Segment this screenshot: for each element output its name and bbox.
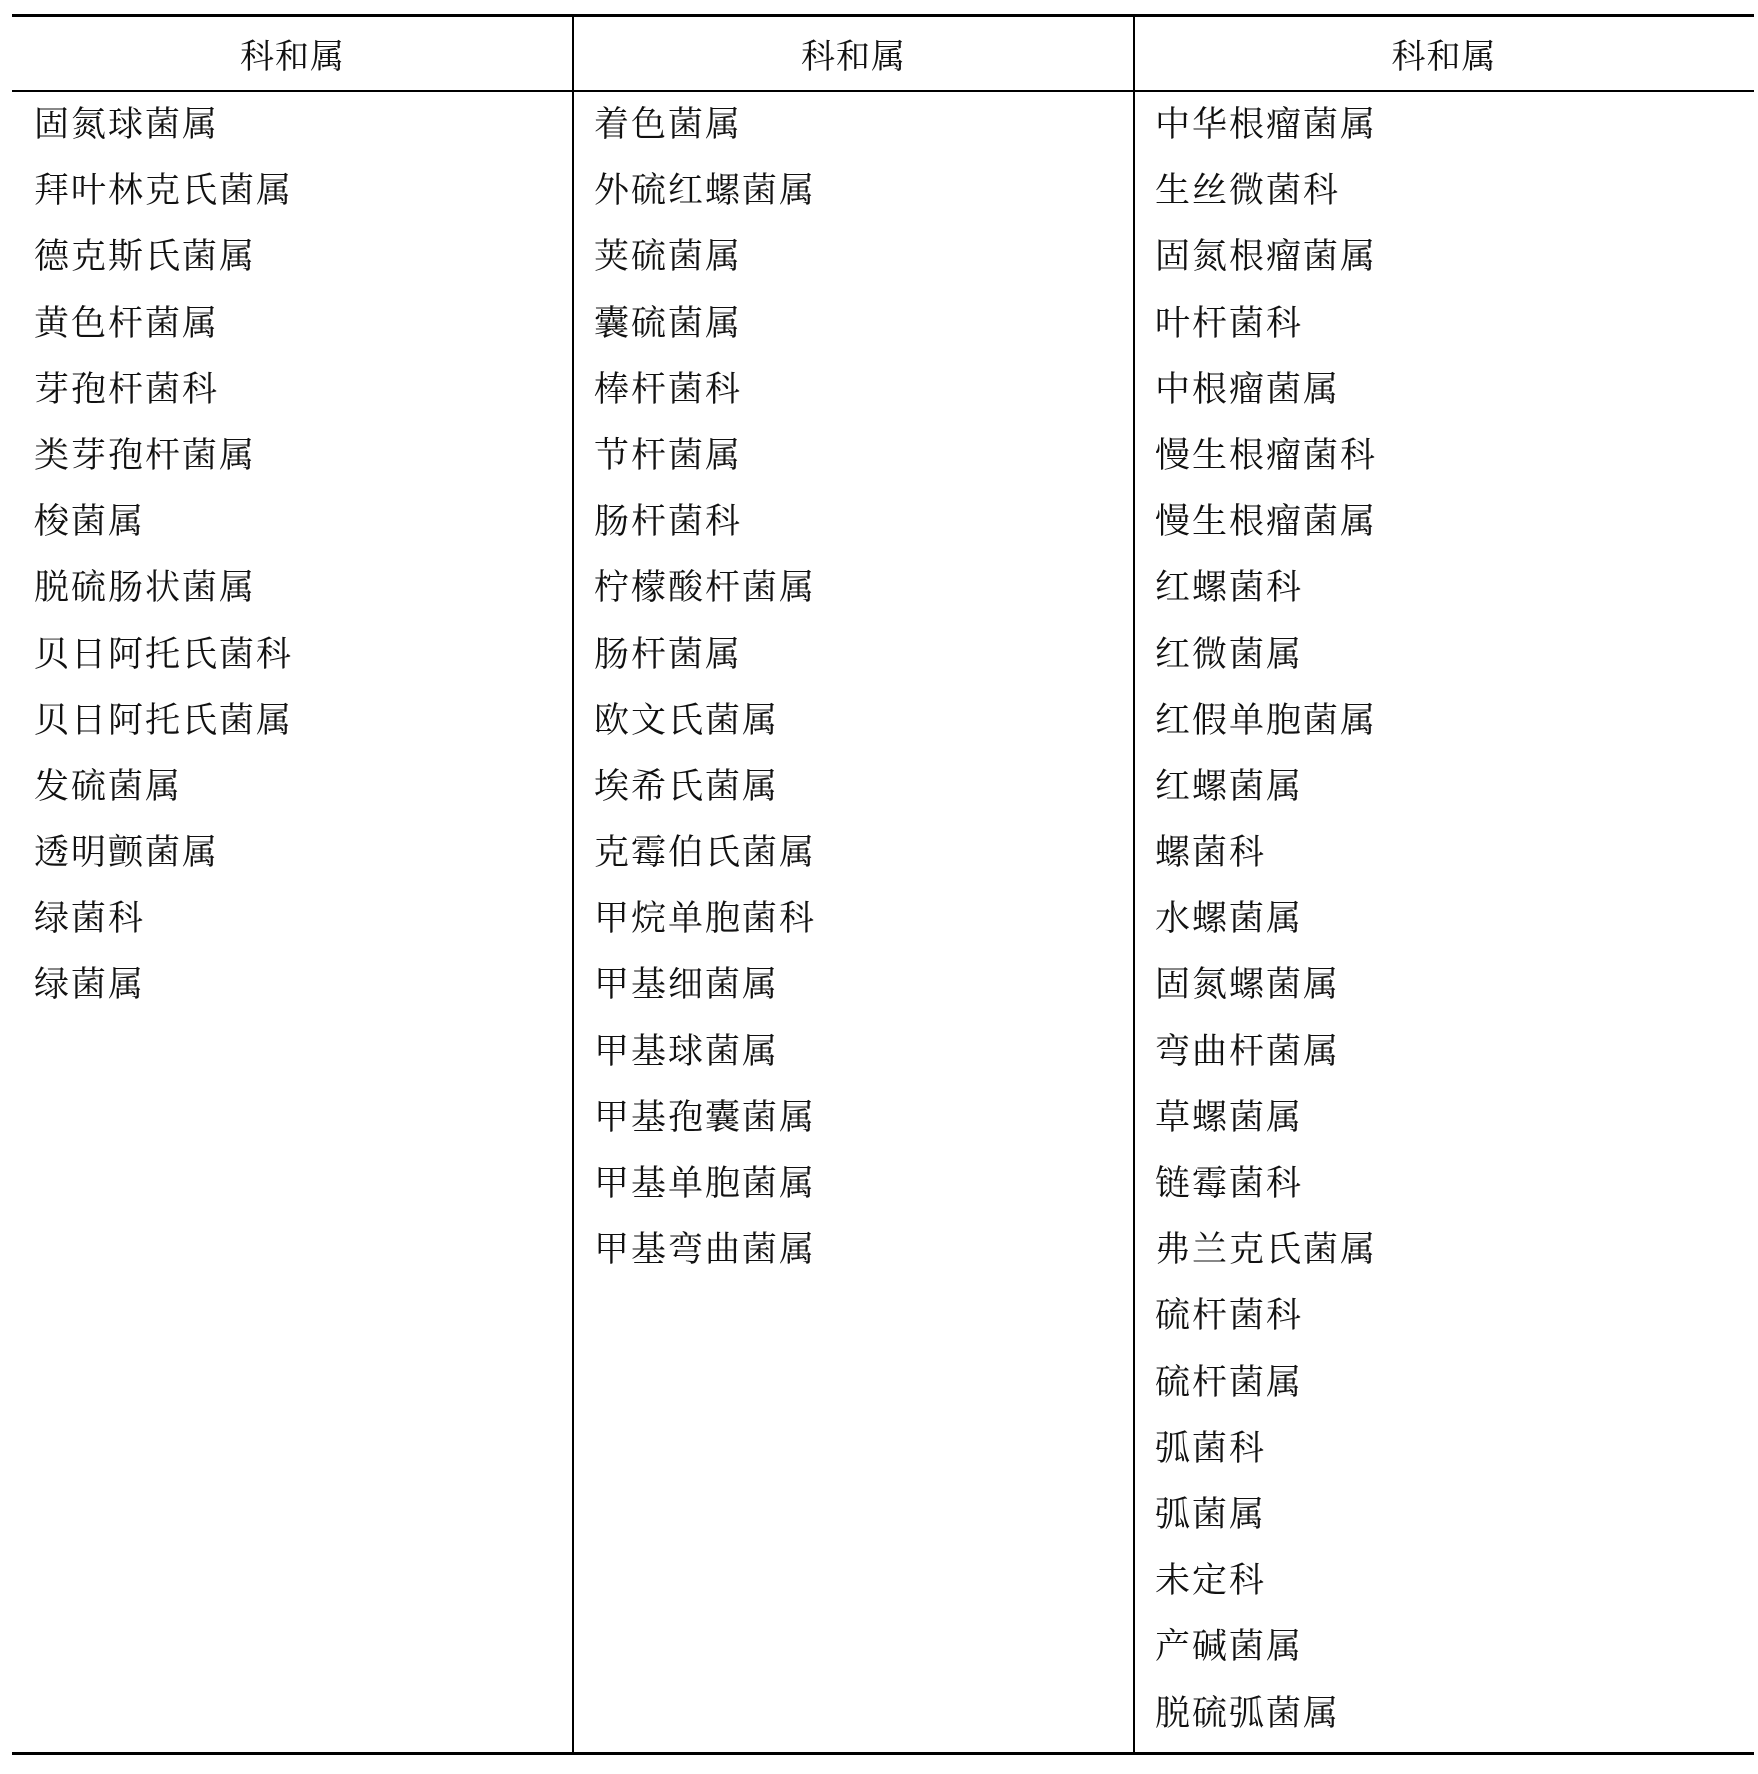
table-cell: 硫杆菌属 <box>1155 1362 1304 1403</box>
table-cell: 绿菌科 <box>34 899 146 940</box>
table-cell: 甲烷单胞菌科 <box>594 899 817 940</box>
table-cell: 产碱菌属 <box>1155 1627 1304 1668</box>
table-cell: 埃希氏菌属 <box>594 766 780 807</box>
table-cell: 红假单胞菌属 <box>1155 700 1378 741</box>
table-cell: 弯曲杆菌属 <box>1155 1031 1341 1072</box>
table-cell: 黄色杆菌属 <box>34 303 220 344</box>
table-column-1 <box>34 92 293 1019</box>
table-cell: 叶杆菌科 <box>1155 303 1304 344</box>
table-cell: 弧菌科 <box>1155 1428 1267 1469</box>
table-cell: 囊硫菌属 <box>594 303 743 344</box>
table-cell: 中根瘤菌属 <box>1155 369 1341 410</box>
table-cell: 柠檬酸杆菌属 <box>594 568 817 609</box>
table-column-2 <box>594 92 816 1283</box>
table-cell: 透明颤菌属 <box>34 833 220 874</box>
table-cell: 肠杆菌科 <box>594 502 743 543</box>
table-cell: 荚硫菌属 <box>594 237 743 278</box>
table-cell: 弧菌属 <box>1155 1494 1267 1535</box>
table-cell: 红螺菌科 <box>1155 568 1304 609</box>
table-cell: 固氮球菌属 <box>34 105 220 145</box>
table-cell: 贝日阿托氏菌科 <box>34 634 294 675</box>
table-cell: 链霉菌科 <box>1155 1164 1304 1204</box>
column-header-2: 科和属 <box>801 37 906 77</box>
table-cell: 甲基单胞菌属 <box>594 1164 817 1204</box>
table-header-row <box>12 17 1754 90</box>
table-column-3 <box>1155 92 1377 1747</box>
table-cell: 红螺菌属 <box>1155 766 1304 807</box>
table-cell: 甲基细菌属 <box>594 965 780 1006</box>
table-cell: 甲基孢囊菌属 <box>594 1097 817 1138</box>
table-cell: 节杆菌属 <box>594 435 743 476</box>
table-cell: 螺菌科 <box>1155 833 1267 874</box>
table-cell: 脱硫肠状菌属 <box>34 568 257 609</box>
table-cell: 中华根瘤菌属 <box>1155 105 1378 145</box>
table-cell: 克霉伯氏菌属 <box>594 833 817 874</box>
table-cell: 甲基弯曲菌属 <box>594 1230 817 1271</box>
table-cell: 拜叶林克氏菌属 <box>34 171 294 212</box>
table-cell: 慢生根瘤菌科 <box>1155 435 1378 476</box>
table-cell: 欧文氏菌属 <box>594 700 780 741</box>
table-cell: 固氮根瘤菌属 <box>1155 237 1378 278</box>
table-cell: 芽孢杆菌科 <box>34 369 220 410</box>
table-cell: 红微菌属 <box>1155 634 1304 675</box>
table-cell: 绿菌属 <box>34 965 146 1006</box>
column-divider-1 <box>572 14 574 1755</box>
table-cell: 固氮螺菌属 <box>1155 965 1341 1006</box>
table-cell: 甲基球菌属 <box>594 1031 780 1072</box>
column-header-3: 科和属 <box>1391 37 1497 77</box>
table-cell: 梭菌属 <box>34 502 146 543</box>
table-cell: 发硫菌属 <box>34 766 183 807</box>
table-cell: 草螺菌属 <box>1155 1097 1304 1138</box>
table-cell: 着色菌属 <box>594 105 743 145</box>
table-cell: 外硫红螺菌属 <box>594 171 817 212</box>
table-cell: 硫杆菌科 <box>1155 1296 1304 1337</box>
table-cell: 脱硫弧菌属 <box>1155 1693 1341 1734</box>
table-cell: 未定科 <box>1155 1561 1267 1602</box>
table-cell: 肠杆菌属 <box>594 634 743 675</box>
table-cell: 弗兰克氏菌属 <box>1155 1230 1378 1271</box>
table-bottom-rule <box>12 1752 1754 1755</box>
table-cell: 类芽孢杆菌属 <box>34 435 257 476</box>
table-cell: 慢生根瘤菌属 <box>1155 502 1378 543</box>
column-divider-2 <box>1133 14 1135 1755</box>
column-header-1: 科和属 <box>240 37 345 77</box>
taxonomy-table <box>12 14 1754 1755</box>
table-cell: 生丝微菌科 <box>1155 171 1341 212</box>
table-cell: 德克斯氏菌属 <box>34 237 257 278</box>
table-cell: 水螺菌属 <box>1155 899 1304 940</box>
table-cell: 贝日阿托氏菌属 <box>34 700 294 741</box>
table-cell: 棒杆菌科 <box>594 369 743 410</box>
